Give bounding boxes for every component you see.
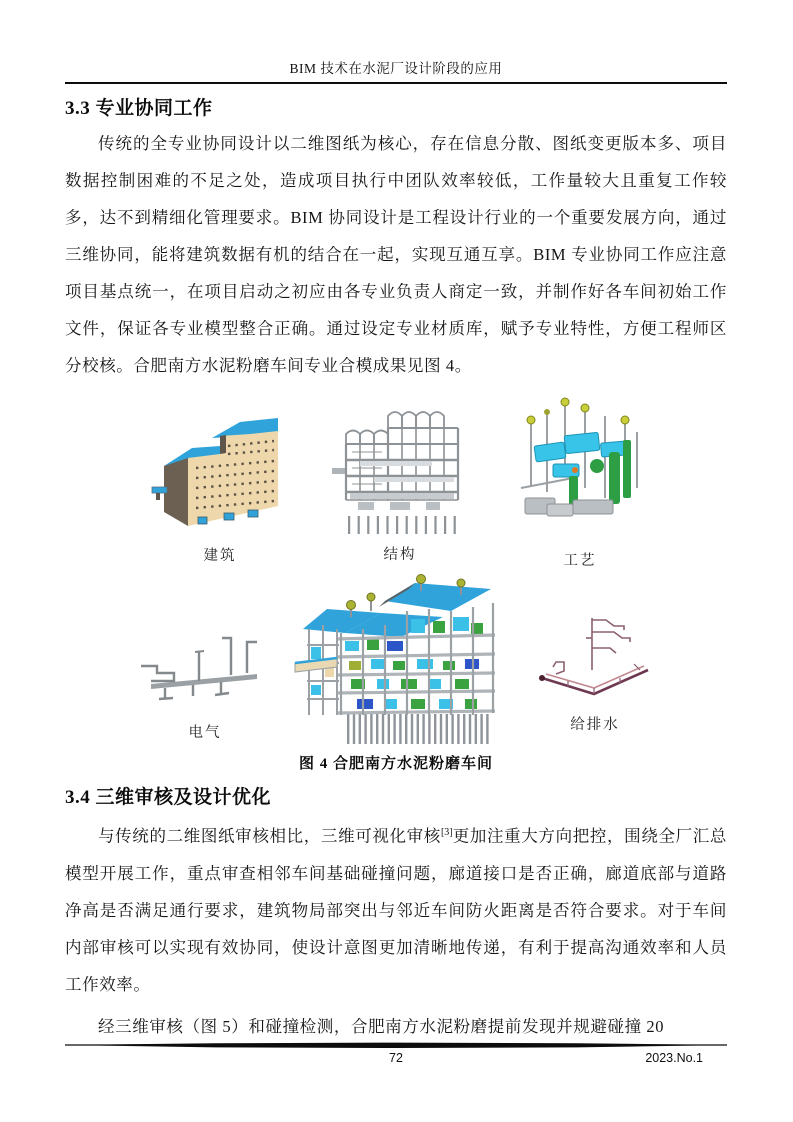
electrical-model-image [135, 624, 275, 712]
figure-4-image-grid [65, 392, 727, 748]
figure-label-plumbing: 给排水 [570, 717, 620, 733]
figure-item-architecture [150, 402, 290, 565]
paragraph-text-before-ref: 与传统的二维图纸审核相比，三维可视化审核 [98, 826, 441, 846]
plumbing-model-image [536, 608, 654, 704]
figure-item-structure [330, 398, 470, 564]
section-3-4-paragraph-1 [65, 814, 727, 1003]
footer-row [65, 1051, 727, 1065]
figure-item-combined-model [293, 567, 501, 745]
figure-item-plumbing [530, 608, 660, 734]
figure-item-process [505, 392, 655, 570]
figure-label-electrical: 电气 [188, 725, 222, 741]
footer-rule [65, 1041, 727, 1050]
figure-4 [65, 392, 727, 773]
section-3-3-heading: 3.3 专业协同工作 [65, 98, 213, 119]
figure-item-electrical [135, 624, 275, 742]
combined-model-image [293, 567, 501, 745]
running-title: BIM 技术在水泥厂设计阶段的应用 [289, 61, 503, 76]
citation-ref-3: [3] [440, 827, 453, 838]
section-3-3-paragraph: 传统的全专业协同设计以二维图纸为核心，存在信息分散、图纸变更版本多、项目数据控制困难的不足之处，造成项目执行中团队效率较低，工作量较大且重复工作较多，达不到精细化管理要求。BIM 协同设计是工程设计行业的一个重要发展方向，通过三维协同，能将建筑数据有机的结合在一起，实现互通互享。BIM 专业协同工作应注意项目基点统一，在项目启动之初应由各专业负责人商定一致，并制作好各车间初始工作文件，保证各专业模型整合正确。通过设定专业材质库，赋予专业特性，方便工程师区分校核。合肥南方水泥粉磨车间专业合模成果见图 4。 [65, 134, 727, 375]
page-footer [65, 1041, 727, 1065]
structure-model-image [330, 398, 470, 534]
figure-label-structure: 结构 [383, 547, 417, 563]
page-content [65, 0, 727, 1045]
paragraph-text-after-ref: 更加注重大方向把控，围绕全厂汇总模型开展工作，重点审查相邻车间基础碰撞问题，廊道接口是否正确，廊道底部与道路净高是否满足通行要求，建筑物局部突出与邻近车间防火距离是否符合要求。对于车间内部审核可以实现有效协同，使设计意图更加清晰地传递，有利于提高沟通效率和人员工作效率。 [65, 826, 728, 994]
issue-number: 2023.No.1 [645, 1051, 703, 1065]
architecture-model-image [150, 402, 290, 535]
figure-label-architecture: 建筑 [203, 548, 237, 564]
page-number: 72 [389, 1051, 403, 1065]
figure-4-caption: 图 4 合肥南方水泥粉磨车间 [298, 756, 493, 772]
figure-label-process: 工艺 [563, 553, 597, 569]
process-model-image [513, 392, 648, 540]
section-3-4-paragraph-2: 经三维审核（图 5）和碰撞检测，合肥南方水泥粉磨提前发现并规避碰撞 20 [98, 1016, 665, 1036]
page-header [65, 0, 727, 84]
section-3-4-heading: 3.4 三维审核及设计优化 [65, 787, 272, 808]
